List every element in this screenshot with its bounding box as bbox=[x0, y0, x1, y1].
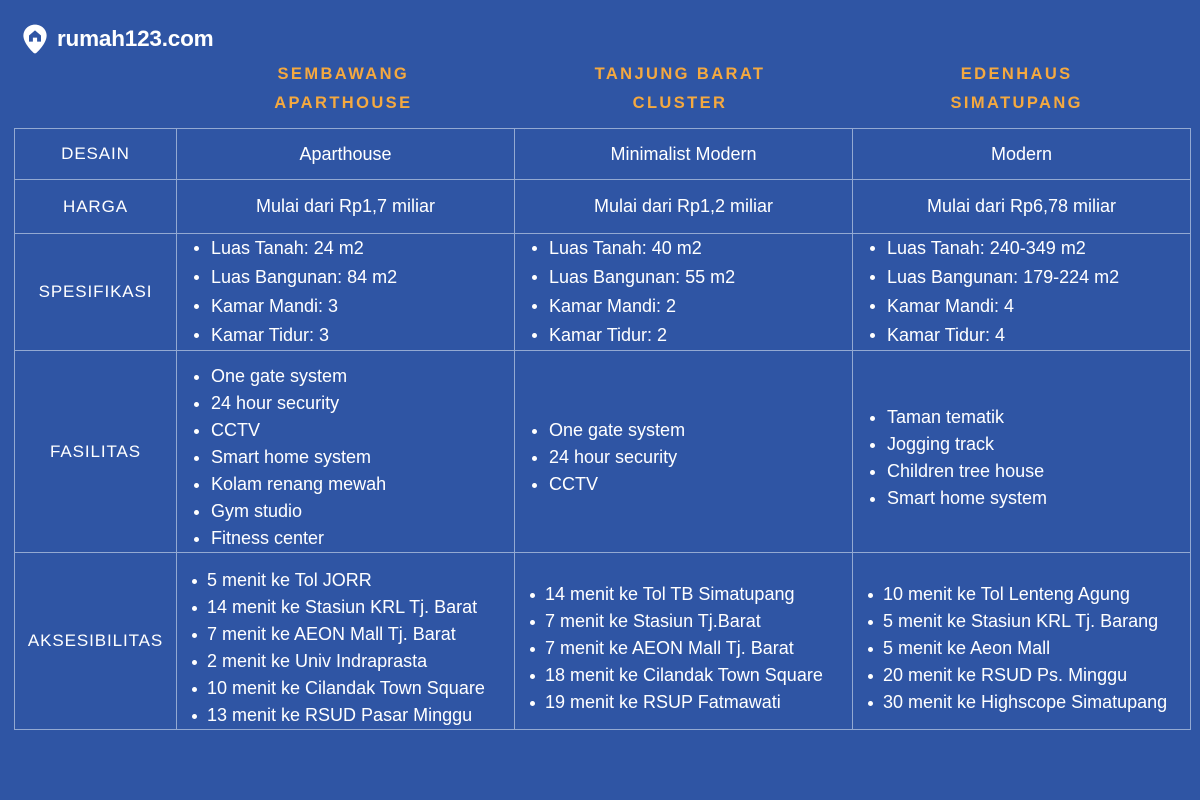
list-item: 13 menit ke RSUD Pasar Minggu bbox=[207, 702, 514, 729]
list-item: 10 menit ke Tol Lenteng Agung bbox=[883, 581, 1190, 608]
cell-spesifikasi-col2 bbox=[515, 234, 853, 351]
table-row-spesifikasi bbox=[15, 234, 1191, 351]
list-aksesibilitas-col1 bbox=[177, 567, 514, 729]
cell-harga-col2: Mulai dari Rp1,2 miliar bbox=[515, 180, 853, 234]
column-header-tanjung-barat-cluster bbox=[512, 60, 849, 118]
list-item: 19 menit ke RSUP Fatmawati bbox=[545, 689, 852, 716]
list-spesifikasi-col2 bbox=[515, 234, 852, 350]
list-item: 14 menit ke Tol TB Simatupang bbox=[545, 581, 852, 608]
list-item: Smart home system bbox=[887, 485, 1190, 512]
list-item: 5 menit ke Stasiun KRL Tj. Barang bbox=[883, 608, 1190, 635]
list-item: 20 menit ke RSUD Ps. Minggu bbox=[883, 662, 1190, 689]
table-row-desain bbox=[15, 129, 1191, 180]
list-spesifikasi-col1 bbox=[177, 234, 514, 350]
row-label-aksesibilitas: AKSESIBILITAS bbox=[15, 553, 177, 730]
list-item: 18 menit ke Cilandak Town Square bbox=[545, 662, 852, 689]
list-item: 24 hour security bbox=[211, 390, 514, 417]
list-fasilitas-col3 bbox=[853, 404, 1190, 512]
list-item: Luas Tanah: 24 m2 bbox=[211, 234, 514, 263]
list-item: Children tree house bbox=[887, 458, 1190, 485]
list-item: 24 hour security bbox=[549, 444, 852, 471]
table-row-aksesibilitas bbox=[15, 553, 1191, 730]
list-item: Fitness center bbox=[211, 525, 514, 552]
list-item: Taman tematik bbox=[887, 404, 1190, 431]
cell-harga-col3: Mulai dari Rp6,78 miliar bbox=[853, 180, 1191, 234]
list-item: CCTV bbox=[211, 417, 514, 444]
table-row-harga bbox=[15, 180, 1191, 234]
list-item: Kamar Mandi: 2 bbox=[549, 292, 852, 321]
column-header-line1: EDENHAUS bbox=[960, 65, 1073, 83]
column-header-line1: SEMBAWANG bbox=[277, 65, 410, 83]
row-label-fasilitas: FASILITAS bbox=[15, 351, 177, 553]
list-item: Luas Bangunan: 55 m2 bbox=[549, 263, 852, 292]
cell-desain-col3: Modern bbox=[853, 129, 1191, 180]
list-item: Luas Tanah: 40 m2 bbox=[549, 234, 852, 263]
list-fasilitas-col2 bbox=[515, 417, 852, 498]
list-item: CCTV bbox=[549, 471, 852, 498]
column-header-line2: APARTHOUSE bbox=[274, 94, 413, 112]
cell-aksesibilitas-col1 bbox=[177, 553, 515, 730]
brand-name: rumah123.com bbox=[57, 26, 214, 51]
cell-fasilitas-col1 bbox=[177, 351, 515, 553]
list-item: Smart home system bbox=[211, 444, 514, 471]
list-aksesibilitas-col3 bbox=[853, 581, 1190, 716]
comparison-table bbox=[14, 128, 1191, 730]
list-item: 7 menit ke AEON Mall Tj. Barat bbox=[207, 621, 514, 648]
cell-desain-col2: Minimalist Modern bbox=[515, 129, 853, 180]
list-item: Luas Tanah: 240-349 m2 bbox=[887, 234, 1190, 263]
row-label-harga: HARGA bbox=[15, 180, 177, 234]
column-header-sembawang-aparthouse bbox=[175, 60, 512, 118]
cell-aksesibilitas-col2 bbox=[515, 553, 853, 730]
cell-aksesibilitas-col3 bbox=[853, 553, 1191, 730]
cell-fasilitas-col2 bbox=[515, 351, 853, 553]
list-item: Luas Bangunan: 84 m2 bbox=[211, 263, 514, 292]
list-item: 14 menit ke Stasiun KRL Tj. Barat bbox=[207, 594, 514, 621]
list-item: 5 menit ke Aeon Mall bbox=[883, 635, 1190, 662]
table-row-fasilitas bbox=[15, 351, 1191, 553]
column-header-edenhaus-simatupang bbox=[848, 60, 1185, 118]
list-item: Kamar Mandi: 3 bbox=[211, 292, 514, 321]
list-item: 5 menit ke Tol JORR bbox=[207, 567, 514, 594]
list-item: Kamar Tidur: 2 bbox=[549, 321, 852, 350]
cell-spesifikasi-col3 bbox=[853, 234, 1191, 351]
map-pin-house-icon bbox=[22, 24, 48, 54]
column-header-line2: CLUSTER bbox=[632, 94, 728, 112]
row-label-spesifikasi: SPESIFIKASI bbox=[15, 234, 177, 351]
list-item: Luas Bangunan: 179-224 m2 bbox=[887, 263, 1190, 292]
brand-logo bbox=[22, 22, 213, 56]
cell-harga-col1: Mulai dari Rp1,7 miliar bbox=[177, 180, 515, 234]
list-item: Kolam renang mewah bbox=[211, 471, 514, 498]
list-item: Jogging track bbox=[887, 431, 1190, 458]
list-aksesibilitas-col2 bbox=[515, 581, 852, 716]
list-item: 30 menit ke Highscope Simatupang bbox=[883, 689, 1190, 716]
list-item: 7 menit ke AEON Mall Tj. Barat bbox=[545, 635, 852, 662]
list-item: One gate system bbox=[211, 363, 514, 390]
column-headers bbox=[175, 60, 1185, 118]
column-header-line1: TANJUNG BARAT bbox=[594, 65, 766, 83]
list-spesifikasi-col3 bbox=[853, 234, 1190, 350]
list-item: Kamar Tidur: 3 bbox=[211, 321, 514, 350]
list-item: Gym studio bbox=[211, 498, 514, 525]
list-item: Kamar Tidur: 4 bbox=[887, 321, 1190, 350]
list-item: One gate system bbox=[549, 417, 852, 444]
cell-spesifikasi-col1 bbox=[177, 234, 515, 351]
list-item: Kamar Mandi: 4 bbox=[887, 292, 1190, 321]
list-item: 7 menit ke Stasiun Tj.Barat bbox=[545, 608, 852, 635]
column-header-line2: SIMATUPANG bbox=[950, 94, 1083, 112]
list-fasilitas-col1 bbox=[177, 363, 514, 552]
cell-fasilitas-col3 bbox=[853, 351, 1191, 553]
cell-desain-col1: Aparthouse bbox=[177, 129, 515, 180]
list-item: 10 menit ke Cilandak Town Square bbox=[207, 675, 514, 702]
list-item: 2 menit ke Univ Indraprasta bbox=[207, 648, 514, 675]
row-label-desain: DESAIN bbox=[15, 129, 177, 180]
